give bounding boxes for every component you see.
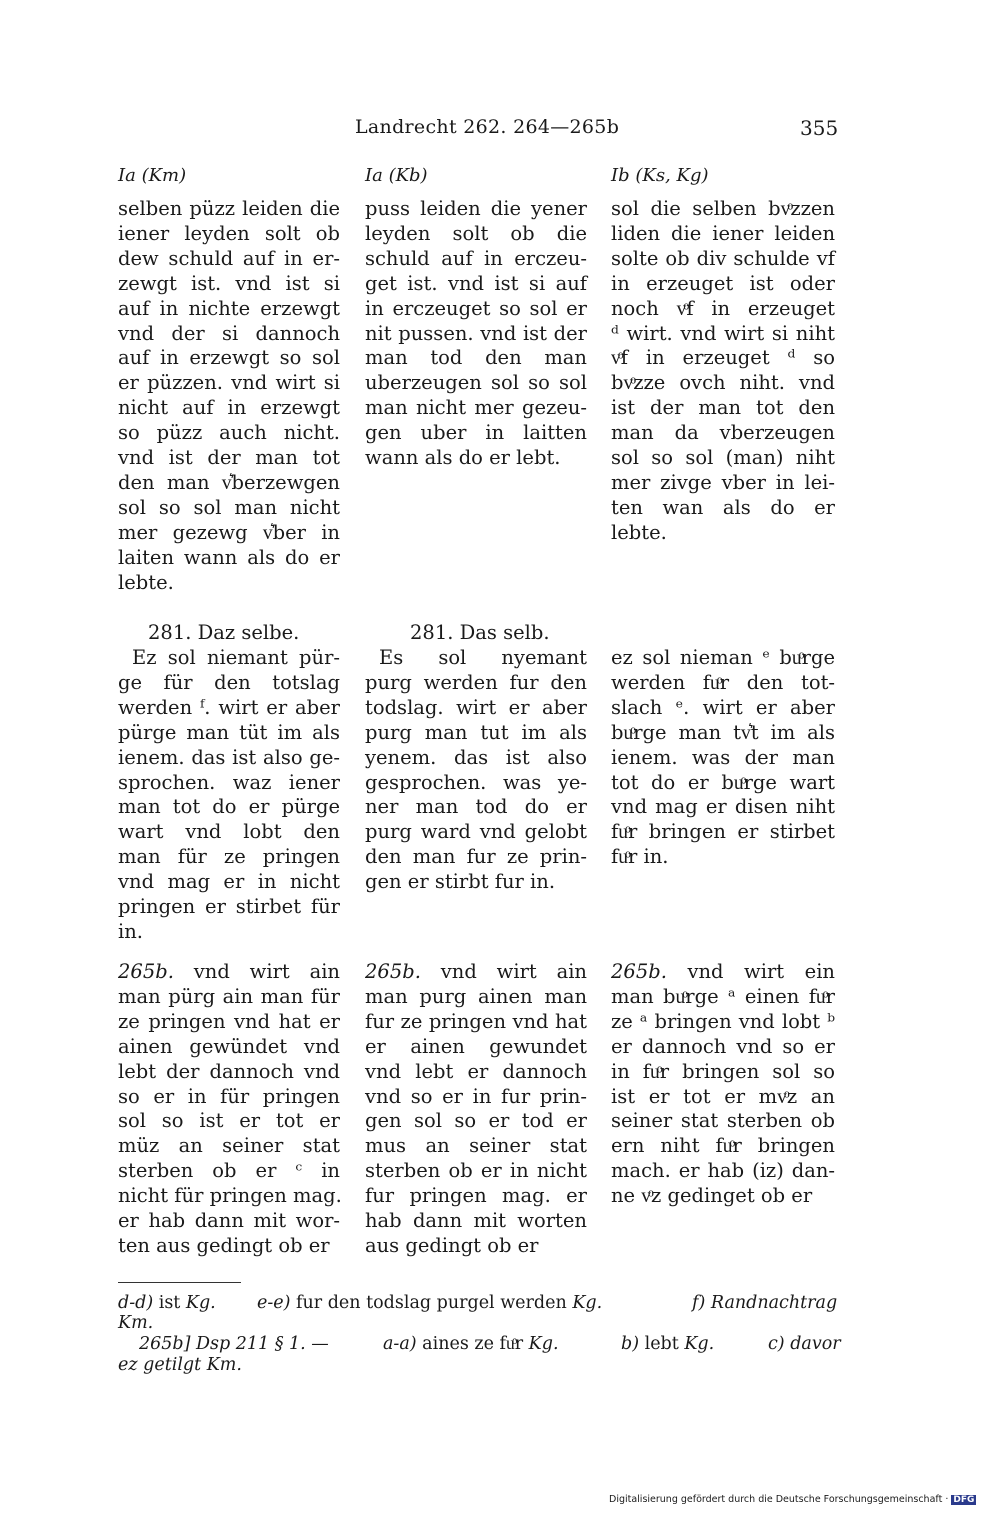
text-line: ᵈ wirt. vnd wirt si niht	[611, 321, 835, 345]
text-line: ten aus gedingt ob er	[118, 1233, 330, 1257]
text-line: man purg ainen man	[365, 984, 587, 1008]
text-line: Ez sol niemant pür-	[132, 646, 340, 669]
text-line: fuͦr bringen er stirbet	[611, 820, 835, 844]
text-line: werden ᶠ. wirt er aber	[118, 695, 340, 719]
footnote-line-4	[118, 1355, 242, 1376]
text-line: vnd mag er in nicht	[118, 870, 340, 894]
text-line: er dannoch vnd so er	[611, 1034, 835, 1058]
text-line: man buͦrge ᵃ einen fuͦr	[611, 984, 835, 1008]
text-line: selben püzz leiden die	[118, 197, 340, 220]
text-line: ez sol nieman ᵉ buͦrge	[611, 646, 835, 669]
text-line: seiner stat sterben ob	[611, 1109, 835, 1133]
text-line: vnd mag er disen niht	[611, 795, 835, 819]
text-line: sol die selben bvͦzzen	[611, 197, 835, 220]
footnote-ms: Kg.	[684, 1334, 715, 1354]
text-line: nicht auf in erzewgt	[118, 396, 340, 420]
text-line: tot do er buͦrge wart	[611, 770, 835, 794]
text-line: lebt der dannoch vnd	[118, 1059, 340, 1083]
paragraph-number: 265b.	[118, 960, 174, 983]
text-line: auf in nichte erzewgt	[118, 296, 340, 320]
text-line: 265b. vnd wirt ein	[611, 960, 835, 983]
text-line: iener leyden solt ob	[118, 221, 340, 245]
text-line: mer zivge vber in lei-	[611, 470, 835, 494]
text-line: vnd so er in fur prin-	[365, 1084, 587, 1108]
text-line: so er in für pringen	[118, 1084, 340, 1108]
text-line: so püzz auch nicht.	[118, 421, 340, 445]
footnote-text: ist	[153, 1293, 186, 1313]
text-line: lebte.	[118, 570, 174, 594]
footnote-line-3a	[139, 1334, 329, 1355]
footer-text: Digitalisierung gefördert durch die Deutsche Forschungsgemeinschaft ·	[609, 1494, 949, 1505]
text-line: ienem. was der man	[611, 745, 835, 769]
text-line: man nicht mer gezeu-	[365, 396, 587, 420]
text-line: purg werden fur den	[365, 670, 587, 694]
text-line: ze ᵃ bringen vnd lobt ᵇ	[611, 1009, 835, 1033]
text-line: ainen gewündet vnd	[118, 1034, 340, 1058]
col3-paragraph-1	[611, 197, 835, 546]
col2-paragraph-3	[365, 960, 587, 1259]
text-line: lebte.	[611, 520, 667, 544]
text-line: 265b. vnd wirt ain	[365, 960, 587, 983]
col3-paragraph-3	[611, 960, 835, 1209]
text-line: zewgt ist. vnd ist si	[118, 271, 340, 295]
text-line: schuld auf in erczeu-	[365, 246, 587, 270]
footnote-text: fur den todslag purgel werden	[290, 1293, 573, 1313]
paragraph-number: 265b.	[611, 960, 667, 983]
footnote-label: e-e)	[257, 1293, 291, 1313]
text-line: fur pringen mag. er	[365, 1184, 587, 1208]
col1-paragraph-2	[118, 646, 340, 945]
text-line: gen sol so er tod er	[365, 1109, 587, 1133]
footnote-label: d-d)	[118, 1293, 154, 1313]
footnote-label: b)	[621, 1334, 640, 1354]
footnote-text: ez getilgt Km.	[118, 1355, 242, 1375]
text-line: mus an seiner stat	[365, 1134, 587, 1158]
col2-paragraph-2	[365, 646, 587, 895]
text-line: müz an seiner stat	[118, 1134, 340, 1158]
dfg-logo: DFG	[953, 1495, 975, 1505]
text-line: slach ᵉ. wirt er aber	[611, 695, 835, 719]
text-line: er püzzen. vnd wirt si	[118, 371, 340, 395]
text-line: gen uber in laitten	[365, 421, 587, 445]
text-line: mach. er hab (iz) dan-	[611, 1159, 835, 1183]
page-number: 355	[800, 116, 839, 140]
text-line: purg ward vnd gelobt	[365, 820, 587, 844]
col2-section-title: 281. Das selb.	[410, 621, 550, 644]
footnote-rule	[118, 1282, 241, 1283]
footnote-label: c) davor	[768, 1334, 841, 1354]
running-title: Landrecht 262. 264—265b	[355, 116, 620, 138]
paragraph-number: 265b.	[365, 960, 421, 983]
column-heading-3: Ib (Ks, Kg)	[611, 165, 709, 186]
text-line: 265b. vnd wirt ain	[118, 960, 340, 983]
text-line: vnd ist der man tot	[118, 446, 340, 470]
text-line: wann als do er lebt.	[365, 446, 561, 470]
text-line: in erczeuget so sol er	[365, 296, 587, 320]
column-heading-1: Ia (Km)	[118, 165, 187, 186]
footnote-ms: Km.	[118, 1313, 154, 1333]
text-line: sterben ob er in nicht	[365, 1159, 587, 1183]
text-line: nicht für pringen mag.	[118, 1184, 342, 1208]
text-line: leyden solt ob die	[365, 221, 587, 245]
text-line: man für ze pringen	[118, 845, 340, 869]
text-line: man pürg ain man für	[118, 984, 340, 1008]
text-line: den man v͛berzewgen	[118, 470, 340, 494]
footnote-label: 265b] Dsp 211 § 1. —	[139, 1334, 329, 1354]
footnote-text: aines ze fuͦr	[416, 1334, 529, 1354]
text-line: todslag. wirt er aber	[365, 695, 587, 719]
column-heading-2: Ia (Kb)	[365, 165, 428, 186]
text-line: sol so ist er tot er	[118, 1109, 340, 1133]
footnote-ms: Kg.	[528, 1334, 559, 1354]
footnote-line-3c	[621, 1334, 714, 1355]
text-line: er hab dann mit wor-	[118, 1209, 340, 1233]
text-line: get ist. vnd ist si auf	[365, 271, 587, 295]
text-line: wart vnd lobt den	[118, 820, 340, 844]
text-line: Es sol nyemant	[379, 646, 587, 669]
text-line: uberzeugen sol so sol	[365, 371, 587, 395]
text-line: pringen er stirbet für	[118, 895, 340, 919]
text-line: ge für den totslag	[118, 670, 340, 694]
text-line: yenem. das ist also	[365, 745, 587, 769]
text-line: ern niht fuͦr bringen	[611, 1134, 835, 1158]
digitization-footer	[609, 1494, 976, 1505]
text-line: puss leiden die yener	[365, 197, 587, 220]
text-line: solte ob div schulde vf	[611, 246, 835, 270]
text-line: in erzeuget ist oder	[611, 271, 835, 295]
text-line: fuͦr in.	[611, 845, 669, 869]
text-line: hab dann mit worten	[365, 1209, 587, 1233]
text-line: sol so sol (man) niht	[611, 446, 835, 470]
text-line: man tod den man	[365, 346, 587, 370]
text-line: in.	[118, 919, 143, 943]
text-line: purg man tut im als	[365, 720, 587, 744]
text-line: pürge man tüt im als	[118, 720, 340, 744]
footnote-line-3d	[768, 1334, 841, 1355]
text-line: ist er tot er mvͦz an	[611, 1084, 835, 1108]
footnote-label: a-a)	[383, 1334, 417, 1354]
col1-paragraph-3	[118, 960, 340, 1259]
text-line: in fuͦr bringen sol so	[611, 1059, 835, 1083]
text-line: vnd der si dannoch	[118, 321, 340, 345]
text-line: sterben ob er ᶜ in	[118, 1159, 340, 1183]
text-line: nit pussen. vnd ist der	[365, 321, 587, 345]
text-line: auf in erzewgt so sol	[118, 346, 340, 370]
footnote-line-3b	[383, 1334, 559, 1355]
text-line: ne vͦz gedinget ob er	[611, 1184, 813, 1208]
text-line: bvͦzze ovch niht. vnd	[611, 371, 835, 395]
text-line: gen er stirbt fur in.	[365, 870, 556, 894]
footnote-line-2	[118, 1313, 153, 1334]
footnote-line-1b	[257, 1293, 602, 1314]
text-line: vnd lebt er dannoch	[365, 1059, 587, 1083]
footnote-text: lebt	[639, 1334, 685, 1354]
text-line: gesprochen. was ye-	[365, 770, 587, 794]
text-line: man da vberzeugen	[611, 421, 835, 445]
text-line: den man fur ze prin-	[365, 845, 587, 869]
footnote-ms: Kg.	[185, 1293, 216, 1313]
text-line: man tot do er pürge	[118, 795, 340, 819]
footnote-ms: Kg.	[572, 1293, 603, 1313]
text-line: dew schuld auf in er-	[118, 246, 340, 270]
footnote-label: f) Randnachtrag	[692, 1293, 838, 1313]
text-line: ist der man tot den	[611, 396, 835, 420]
col3-paragraph-2	[611, 646, 835, 870]
text-line: ze pringen vnd hat er	[118, 1009, 340, 1033]
text-line: werden fuͦr den tot-	[611, 670, 835, 694]
text-line: fur ze pringen vnd hat	[365, 1009, 587, 1033]
text-line: ten wan als do er	[611, 495, 835, 519]
text-line: noch vͦf in erzeuget	[611, 296, 835, 320]
text-line: aus gedingt ob er	[365, 1233, 539, 1257]
footnote-line-1c	[692, 1293, 837, 1314]
text-line: vͦf in erzeuget ᵈ so	[611, 346, 835, 370]
text-line: er ainen gewundet	[365, 1034, 587, 1058]
text-line: mer gezewg v͛ber in	[118, 520, 340, 544]
text-line: laiten wann als do er	[118, 545, 340, 569]
footnote-line-1	[118, 1293, 216, 1314]
col2-paragraph-1	[365, 197, 587, 471]
col1-section-title: 281. Daz selbe.	[148, 621, 300, 644]
text-line: sprochen. waz iener	[118, 770, 340, 794]
text-line: liden die iener leiden	[611, 221, 835, 245]
text-line: sol so sol man nicht	[118, 495, 340, 519]
text-line: buͦrge man tv͛t im als	[611, 720, 835, 744]
text-line: ienem. das ist also ge-	[118, 745, 340, 769]
text-line: ner man tod do er	[365, 795, 587, 819]
col1-paragraph-1	[118, 197, 340, 596]
